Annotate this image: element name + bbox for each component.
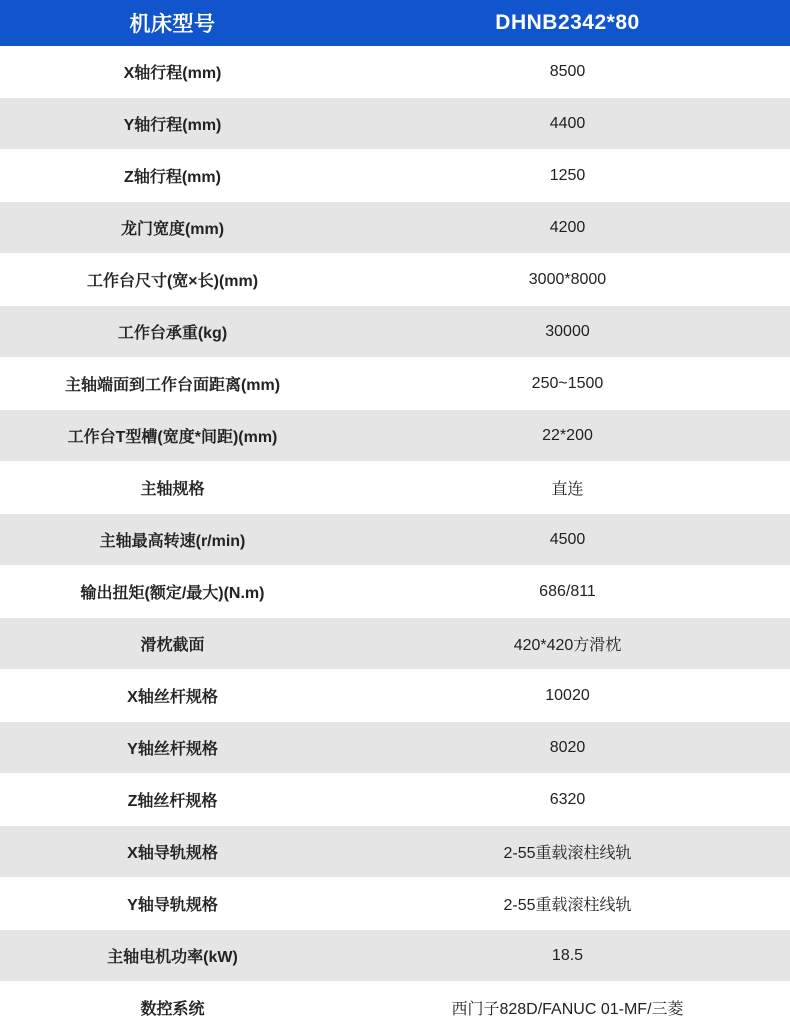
table-row: [0, 826, 790, 878]
spec-value: 10020: [345, 670, 790, 722]
table-row: [0, 410, 790, 462]
table-row: [0, 566, 790, 618]
spec-value: 6320: [345, 774, 790, 826]
table-header-row: [0, 0, 790, 46]
spec-value: 8500: [345, 46, 790, 98]
spec-value: 18.5: [345, 930, 790, 982]
spec-label: Y轴丝杆规格: [0, 722, 345, 774]
spec-label: 滑枕截面: [0, 618, 345, 670]
header-label-model: 机床型号: [0, 0, 345, 46]
table-row: [0, 618, 790, 670]
table-row: [0, 254, 790, 306]
table-row: [0, 306, 790, 358]
table-row: [0, 722, 790, 774]
spec-label: 输出扭矩(额定/最大)(N.m): [0, 566, 345, 618]
spec-value: 686/811: [345, 566, 790, 618]
table-row: [0, 202, 790, 254]
spec-value: 3000*8000: [345, 254, 790, 306]
table-row: [0, 358, 790, 410]
spec-label: 工作台T型槽(宽度*间距)(mm): [0, 410, 345, 462]
spec-value: 2-55重载滚柱线轨: [345, 878, 790, 930]
spec-value: 4400: [345, 98, 790, 150]
table-row: [0, 670, 790, 722]
spec-value: 西门子828D/FANUC 01-MF/三菱: [345, 982, 790, 1034]
spec-label: X轴行程(mm): [0, 46, 345, 98]
spec-label: 工作台承重(kg): [0, 306, 345, 358]
table-row: [0, 46, 790, 98]
spec-label: 主轴电机功率(kW): [0, 930, 345, 982]
table-row: [0, 774, 790, 826]
spec-value: 4200: [345, 202, 790, 254]
spec-value: 1250: [345, 150, 790, 202]
table-row: [0, 514, 790, 566]
spec-label: Z轴丝杆规格: [0, 774, 345, 826]
spec-value: 420*420方滑枕: [345, 618, 790, 670]
spec-label: X轴导轨规格: [0, 826, 345, 878]
table-row: [0, 982, 790, 1034]
table-row: [0, 930, 790, 982]
table-row: [0, 462, 790, 514]
spec-value: 直连: [345, 462, 790, 514]
spec-value: 8020: [345, 722, 790, 774]
table-row: [0, 878, 790, 930]
spec-label: 主轴端面到工作台面距离(mm): [0, 358, 345, 410]
spec-label: Y轴导轨规格: [0, 878, 345, 930]
spec-value: 4500: [345, 514, 790, 566]
spec-value: 250~1500: [345, 358, 790, 410]
spec-label: Y轴行程(mm): [0, 98, 345, 150]
spec-label: X轴丝杆规格: [0, 670, 345, 722]
spec-label: 工作台尺寸(宽×长)(mm): [0, 254, 345, 306]
spec-value: 2-55重载滚柱线轨: [345, 826, 790, 878]
table-body: [0, 46, 790, 1034]
spec-label: Z轴行程(mm): [0, 150, 345, 202]
spec-label: 主轴规格: [0, 462, 345, 514]
spec-label: 数控系统: [0, 982, 345, 1034]
spec-value: 22*200: [345, 410, 790, 462]
spec-label: 主轴最高转速(r/min): [0, 514, 345, 566]
spec-label: 龙门宽度(mm): [0, 202, 345, 254]
table-row: [0, 150, 790, 202]
table-head: [0, 0, 790, 46]
spec-value: 30000: [345, 306, 790, 358]
table-row: [0, 98, 790, 150]
header-value-model: DHNB2342*80: [345, 0, 790, 46]
